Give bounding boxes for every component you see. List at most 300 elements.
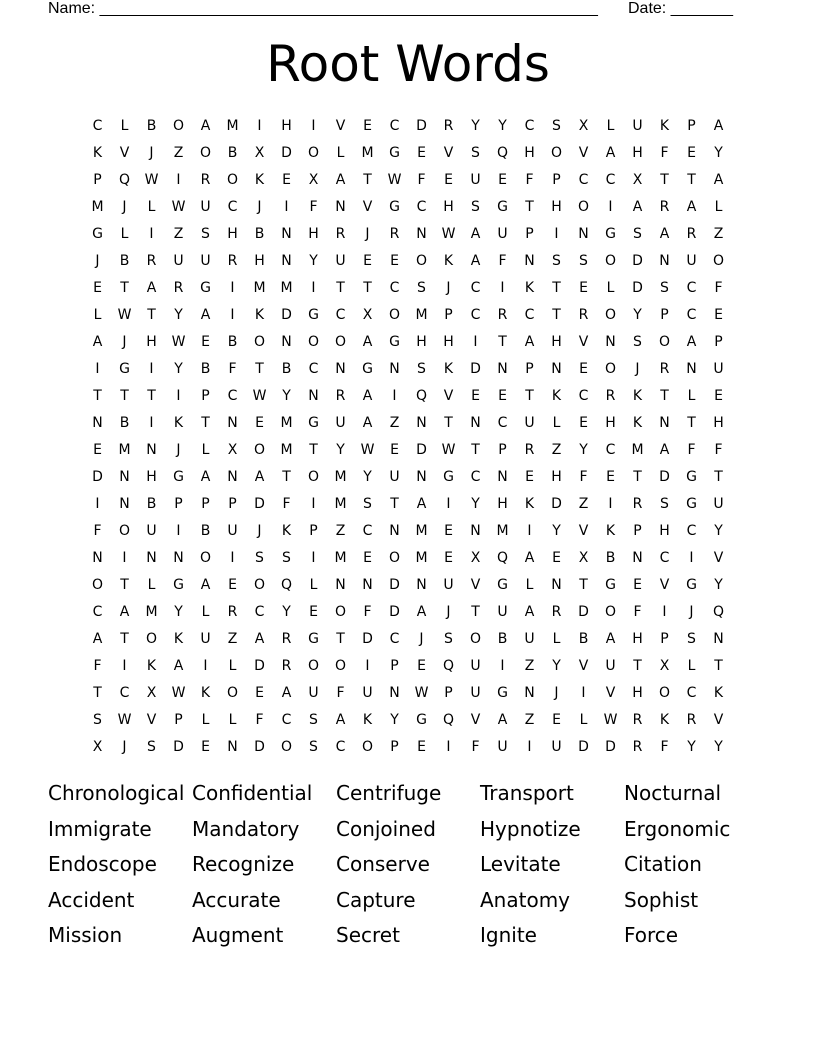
grid-letter: Y [282, 604, 291, 620]
grid-letter: N [416, 577, 427, 593]
grid-letter: F [714, 442, 723, 458]
grid-letter: N [551, 577, 562, 593]
grid-letter: G [686, 496, 697, 512]
grid-letter: N [308, 388, 319, 404]
grid-letter: T [255, 361, 264, 377]
grid-letter: S [471, 145, 480, 161]
grid-letter: H [605, 415, 616, 431]
grid-letter: L [552, 415, 561, 431]
grid-letter: P [390, 658, 399, 674]
grid-letter: N [416, 415, 427, 431]
grid-letter: E [633, 577, 642, 593]
word-bank [48, 776, 768, 954]
grid-letter: L [687, 388, 696, 404]
grid-letter: R [335, 226, 346, 242]
grid-letter: V [443, 388, 454, 404]
grid-letter: M [496, 523, 509, 539]
grid-letter: F [633, 604, 642, 620]
grid-letter: A [200, 469, 211, 485]
grid-letter: U [713, 496, 724, 512]
grid-letter: Q [496, 145, 509, 161]
grid-letter: O [415, 253, 428, 269]
grid-letter: R [659, 199, 670, 215]
grid-letter: M [361, 145, 374, 161]
grid-letter: H [632, 631, 643, 647]
grid-letter: R [335, 388, 346, 404]
grid-letter: C [605, 442, 616, 458]
grid-letter: E [444, 550, 453, 566]
grid-letter: Y [363, 469, 372, 485]
grid-letter: P [309, 523, 318, 539]
grid-letter: W [171, 334, 186, 350]
word-bank-item: Confidential [192, 781, 313, 805]
grid-letter: Q [442, 658, 455, 674]
grid-letter: D [281, 145, 292, 161]
grid-letter: F [714, 280, 723, 296]
grid-letter: X [92, 739, 103, 755]
grid-letter: B [578, 631, 589, 647]
grid-letter: I [230, 280, 235, 296]
grid-letter: N [281, 226, 292, 242]
grid-letter: C [686, 523, 697, 539]
word-bank-item: Capture [336, 887, 416, 912]
grid-letter: I [608, 199, 613, 215]
grid-letter: E [579, 361, 588, 377]
grid-letter: J [419, 631, 424, 647]
grid-letter: M [280, 442, 293, 458]
grid-letter: R [524, 442, 535, 458]
grid-letter: H [146, 469, 157, 485]
grid-letter: E [363, 253, 372, 269]
grid-letter: R [578, 307, 589, 323]
grid-letter: X [146, 685, 157, 701]
grid-letter: F [93, 658, 102, 674]
grid-letter: K [173, 415, 184, 431]
grid-letter: M [253, 280, 266, 296]
grid-letter: L [606, 118, 615, 134]
grid-letter: C [119, 685, 130, 701]
grid-letter: Y [309, 253, 318, 269]
grid-letter: P [444, 307, 453, 323]
grid-letter: F [336, 685, 345, 701]
grid-letter: C [470, 280, 481, 296]
grid-letter: D [551, 496, 562, 512]
grid-letter: A [524, 604, 535, 620]
grid-letter: I [581, 685, 586, 701]
grid-letter: N [551, 361, 562, 377]
grid-letter: R [389, 226, 400, 242]
grid-letter: N [686, 361, 697, 377]
word-bank-item: Mandatory [192, 816, 300, 841]
grid-letter: I [527, 523, 532, 539]
grid-letter: H [416, 334, 427, 350]
grid-letter: N [659, 253, 670, 269]
grid-letter: E [255, 685, 264, 701]
grid-letter: O [253, 334, 266, 350]
grid-letter: K [659, 118, 670, 134]
grid-letter: Z [551, 442, 562, 458]
word-bank-item: Nocturnal [624, 781, 722, 805]
grid-letter: I [662, 604, 667, 620]
grid-letter: W [414, 685, 429, 701]
grid-letter: Z [578, 496, 589, 512]
grid-letter: U [605, 658, 616, 674]
grid-letter: J [95, 253, 100, 269]
grid-letter: D [578, 604, 589, 620]
grid-letter: N [416, 226, 427, 242]
grid-letter: R [146, 253, 157, 269]
grid-letter: M [334, 496, 347, 512]
grid-letter: L [228, 712, 237, 728]
grid-letter: S [255, 550, 264, 566]
word-bank-item: Recognize [192, 852, 295, 876]
grid-letter: M [415, 307, 428, 323]
grid-letter: T [471, 442, 480, 458]
grid-letter: Y [471, 118, 480, 134]
grid-letter: A [335, 712, 346, 728]
grid-letter: G [173, 577, 184, 593]
grid-letter: H [632, 145, 643, 161]
grid-letter: O [226, 172, 239, 188]
grid-letter: C [605, 172, 616, 188]
grid-letter: O [334, 658, 347, 674]
grid-letter: G [497, 199, 508, 215]
grid-letter: S [633, 226, 642, 242]
grid-letter: O [199, 145, 212, 161]
grid-letter: S [552, 118, 561, 134]
grid-letter: Y [714, 523, 723, 539]
grid-letter: A [632, 199, 643, 215]
grid-row [84, 383, 732, 410]
grid-letter: B [281, 361, 292, 377]
grid-row [84, 464, 732, 491]
grid-letter: R [281, 631, 292, 647]
grid-letter: D [173, 739, 184, 755]
grid-letter: F [660, 739, 669, 755]
grid-letter: F [498, 253, 507, 269]
grid-letter: I [95, 496, 100, 512]
grid-letter: C [281, 712, 292, 728]
grid-letter: L [228, 658, 237, 674]
grid-letter: U [470, 658, 481, 674]
grid-letter: T [93, 388, 102, 404]
grid-letter: R [632, 739, 643, 755]
grid-letter: E [93, 280, 102, 296]
grid-letter: C [389, 631, 400, 647]
grid-letter: B [119, 415, 130, 431]
grid-letter: S [444, 631, 453, 647]
grid-letter: U [497, 739, 508, 755]
grid-letter: Z [713, 226, 724, 242]
grid-row [84, 356, 732, 383]
grid-letter: K [632, 388, 643, 404]
grid-letter: L [552, 631, 561, 647]
grid-letter: F [687, 442, 696, 458]
grid-letter: R [686, 226, 697, 242]
grid-letter: H [551, 469, 562, 485]
grid-letter: O [199, 550, 212, 566]
grid-letter: U [173, 253, 184, 269]
grid-letter: L [579, 712, 588, 728]
grid-row [84, 275, 732, 302]
grid-letter: N [389, 361, 400, 377]
grid-letter: H [659, 523, 670, 539]
grid-letter: W [252, 388, 267, 404]
grid-letter: V [443, 145, 454, 161]
grid-letter: H [281, 118, 292, 134]
grid-letter: S [282, 550, 291, 566]
grid-letter: I [311, 118, 316, 134]
word-bank-item: Citation [624, 852, 702, 876]
grid-letter: L [93, 307, 102, 323]
grid-letter: P [174, 712, 183, 728]
grid-letter: G [308, 415, 319, 431]
grid-letter: A [335, 172, 346, 188]
grid-letter: A [416, 496, 427, 512]
grid-letter: U [146, 523, 157, 539]
grid-letter: P [714, 334, 723, 350]
grid-letter: C [578, 388, 589, 404]
grid-letter: T [120, 631, 129, 647]
grid-letter: T [525, 199, 534, 215]
grid-letter: V [659, 577, 670, 593]
grid-letter: N [335, 361, 346, 377]
grid-row [84, 194, 732, 221]
grid-letter: N [146, 550, 157, 566]
grid-letter: N [92, 550, 103, 566]
grid-letter: E [363, 550, 372, 566]
grid-letter: S [417, 361, 426, 377]
grid-letter: T [120, 280, 129, 296]
grid-letter: K [200, 685, 211, 701]
grid-letter: A [119, 604, 130, 620]
grid-letter: I [284, 199, 289, 215]
grid-letter: G [389, 199, 400, 215]
grid-letter: E [390, 442, 399, 458]
grid-letter: Z [524, 658, 535, 674]
grid-letter: Y [579, 442, 588, 458]
grid-letter: N [362, 577, 373, 593]
grid-letter: N [119, 469, 130, 485]
grid-letter: L [687, 658, 696, 674]
word-bank-item: Conserve [336, 852, 430, 876]
word-bank-item: Immigrate [48, 816, 152, 841]
grid-letter: N [119, 496, 130, 512]
grid-letter: T [525, 388, 534, 404]
grid-letter: I [500, 658, 505, 674]
grid-letter: D [470, 361, 481, 377]
grid-letter: O [658, 334, 671, 350]
grid-letter: H [443, 199, 454, 215]
grid-letter: H [524, 145, 535, 161]
grid-letter: E [552, 550, 561, 566]
grid-letter: G [119, 361, 130, 377]
grid-letter: W [441, 226, 456, 242]
grid-letter: G [173, 469, 184, 485]
grid-letter: O [604, 604, 617, 620]
word-bank-item: Conjoined [336, 816, 436, 841]
grid-letter: A [92, 334, 103, 350]
grid-letter: O [550, 145, 563, 161]
grid-letter: Q [712, 604, 725, 620]
grid-letter: Y [174, 361, 183, 377]
grid-letter: I [311, 280, 316, 296]
grid-letter: R [551, 604, 562, 620]
grid-letter: Y [687, 739, 696, 755]
grid-letter: C [470, 307, 481, 323]
word-bank-item: Ergonomic [624, 816, 731, 841]
grid-letter: C [524, 307, 535, 323]
grid-letter: N [281, 253, 292, 269]
grid-letter: R [497, 307, 508, 323]
grid-letter: I [446, 496, 451, 512]
grid-letter: I [257, 118, 262, 134]
grid-letter: I [149, 226, 154, 242]
grid-letter: H [308, 226, 319, 242]
grid-letter: M [280, 415, 293, 431]
grid-letter: O [388, 307, 401, 323]
grid-letter: R [281, 658, 292, 674]
grid-letter: Y [714, 577, 723, 593]
grid-letter: C [227, 388, 238, 404]
grid-letter: D [416, 118, 427, 134]
grid-letter: T [93, 685, 102, 701]
grid-letter: J [689, 604, 694, 620]
grid-letter: P [174, 496, 183, 512]
grid-letter: E [255, 415, 264, 431]
grid-letter: O [172, 118, 185, 134]
grid-letter: E [201, 739, 210, 755]
grid-letter: W [360, 442, 375, 458]
grid-letter: G [497, 685, 508, 701]
grid-letter: B [200, 523, 211, 539]
grid-letter: R [632, 496, 643, 512]
grid-letter: H [551, 334, 562, 350]
grid-letter: C [92, 604, 103, 620]
grid-letter: G [443, 469, 454, 485]
grid-letter: Z [227, 631, 238, 647]
grid-letter: T [579, 577, 588, 593]
grid-letter: P [660, 631, 669, 647]
grid-row [84, 734, 732, 761]
grid-letter: X [227, 442, 238, 458]
grid-letter: A [686, 334, 697, 350]
grid-letter: O [604, 253, 617, 269]
grid-letter: C [362, 523, 373, 539]
grid-letter: Y [714, 145, 723, 161]
grid-letter: N [524, 685, 535, 701]
grid-letter: N [605, 334, 616, 350]
grid-letter: T [498, 334, 507, 350]
grid-letter: A [470, 226, 481, 242]
grid-letter: E [444, 172, 453, 188]
grid-letter: S [687, 631, 696, 647]
grid-letter: C [227, 199, 238, 215]
grid-letter: K [524, 496, 535, 512]
grid-letter: R [200, 172, 211, 188]
grid-letter: N [227, 739, 238, 755]
grid-letter: K [524, 280, 535, 296]
grid-letter: U [470, 172, 481, 188]
word-bank-item: Anatomy [480, 887, 571, 912]
grid-letter: T [633, 469, 642, 485]
grid-letter: I [122, 550, 127, 566]
word-bank-item: Force [624, 923, 679, 947]
grid-letter: U [443, 577, 454, 593]
grid-letter: U [686, 253, 697, 269]
grid-letter: T [120, 388, 129, 404]
grid-letter: D [254, 496, 265, 512]
grid-row [84, 572, 732, 599]
grid-letter: J [257, 523, 262, 539]
grid-letter: O [469, 631, 482, 647]
grid-letter: F [525, 172, 534, 188]
grid-letter: V [470, 712, 481, 728]
grid-letter: T [687, 172, 696, 188]
grid-letter: O [91, 577, 104, 593]
grid-letter: S [363, 496, 372, 512]
grid-letter: R [173, 280, 184, 296]
grid-letter: A [362, 334, 373, 350]
grid-letter: Y [714, 739, 723, 755]
grid-letter: E [417, 145, 426, 161]
header-line [48, 0, 733, 18]
grid-letter: A [281, 685, 292, 701]
grid-letter: V [470, 577, 481, 593]
grid-letter: P [525, 361, 534, 377]
grid-letter: E [525, 469, 534, 485]
grid-letter: W [171, 685, 186, 701]
grid-letter: Z [524, 712, 535, 728]
grid-letter: S [660, 496, 669, 512]
grid-row [84, 599, 732, 626]
grid-letter: U [470, 685, 481, 701]
grid-letter: Y [471, 496, 480, 512]
grid-letter: D [389, 604, 400, 620]
grid-letter: A [200, 118, 211, 134]
grid-letter: W [117, 712, 132, 728]
grid-letter: E [498, 388, 507, 404]
grid-letter: I [527, 739, 532, 755]
grid-letter: Y [174, 604, 183, 620]
word-bank-item: Hypnotize [480, 816, 581, 841]
grid-letter: P [687, 118, 696, 134]
grid-letter: T [309, 442, 318, 458]
grid-letter: O [280, 739, 293, 755]
grid-letter: O [658, 685, 671, 701]
grid-letter: L [201, 604, 210, 620]
grid-letter: L [309, 577, 318, 593]
grid-letter: E [309, 604, 318, 620]
grid-letter: S [660, 280, 669, 296]
grid-letter: X [470, 550, 481, 566]
grid-row [84, 707, 732, 734]
grid-letter: D [254, 658, 265, 674]
grid-letter: Y [633, 307, 642, 323]
grid-letter: C [308, 361, 319, 377]
grid-letter: A [92, 631, 103, 647]
grid-letter: S [579, 253, 588, 269]
grid-letter: N [416, 469, 427, 485]
grid-letter: I [230, 307, 235, 323]
grid-letter: W [144, 172, 159, 188]
grid-letter: T [147, 307, 156, 323]
grid-letter: O [334, 334, 347, 350]
grid-letter: N [470, 415, 481, 431]
grid-letter: F [471, 739, 480, 755]
grid-letter: O [253, 442, 266, 458]
grid-letter: T [363, 280, 372, 296]
